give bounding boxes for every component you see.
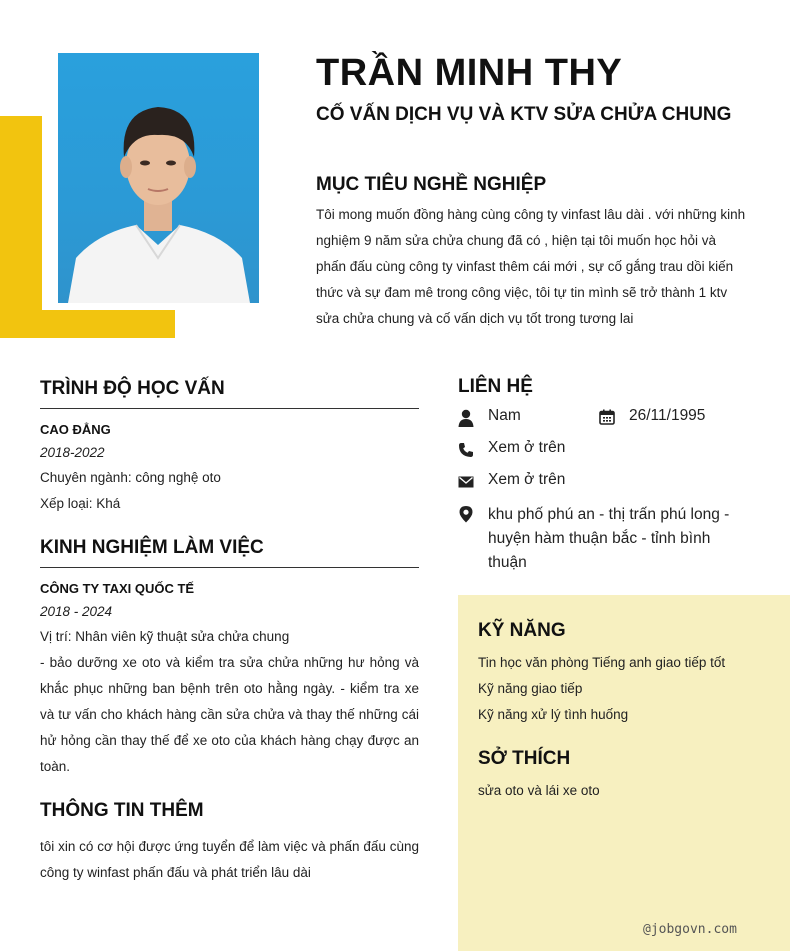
objective-heading: MỤC TIÊU NGHỀ NGHIỆP — [316, 174, 547, 195]
additional-text: tôi xin có cơ hội được ứng tuyển để làm việc và phấn đấu cùng công ty winfast phấn đấu và phát triển lâu dài — [40, 839, 419, 880]
skills-heading: KỸ NĂNG — [478, 620, 566, 641]
mail-icon — [458, 474, 474, 490]
contact-phone: Xem ở trên — [488, 439, 566, 456]
location-pin-icon — [457, 505, 473, 521]
contact-gender: Nam — [488, 407, 521, 424]
education-major: Chuyên ngành: công nghệ oto — [40, 470, 221, 485]
education-school: CAO ĐẲNG — [40, 422, 111, 437]
profile-photo — [58, 53, 259, 303]
objective-text: Tôi mong muốn đồng hàng cùng công ty vinfast lâu dài . với những kinh nghiệm 9 năm sửa chửa chung đã có , hiện tại tôi muốn học hỏi và phấn đấu cùng công ty vinfast thêm cái mới , sự cố gắng trau dồi kiến thức và sự đam mê trong công việc, tôi tự tin mình sẽ trở thành 1 ktv sửa chửa chung và cố vấn dịch vụ tốt trong tương lai — [316, 207, 746, 326]
hobbies-text: sửa oto và lái xe oto — [478, 783, 600, 798]
hobbies-heading: SỞ THÍCH — [478, 748, 571, 769]
education-years: 2018-2022 — [40, 445, 105, 460]
experience-company: CÔNG TY TAXI QUỐC TẾ — [40, 581, 195, 596]
contact-email: Xem ở trên — [488, 471, 566, 488]
decor-yellow-base — [0, 310, 175, 338]
contact-address: khu phố phú an - thị trấn phú long - huyện hàm thuận bắc - tỉnh bình thuận — [488, 506, 730, 571]
person-portrait-icon — [58, 53, 259, 303]
experience-heading: KINH NGHIỆM LÀM VIỆC — [40, 537, 264, 558]
phone-icon — [458, 442, 474, 458]
additional-heading: THÔNG TIN THÊM — [40, 800, 204, 821]
candidate-name: TRẦN MINH THY — [316, 52, 623, 94]
education-heading: TRÌNH ĐỘ HỌC VẤN — [40, 378, 225, 399]
calendar-icon — [599, 409, 615, 425]
experience-years: 2018 - 2024 — [40, 604, 113, 619]
experience-divider — [40, 567, 419, 568]
education-divider — [40, 408, 419, 409]
experience-description: - bảo dưỡng xe oto và kiểm tra sửa chửa những hư hỏng và khắc phục những ban bệnh trên oto hằng ngày. - kiểm tra xe và tư vấn cho khách hàng cần sửa chửa và thay thế những cái hử hỏng cần thay thế để xe oto của khách hàng chạy được an toàn. — [40, 655, 419, 774]
candidate-job-title: CỐ VẤN DỊCH VỤ VÀ KTV SỬA CHỬA CHUNG — [316, 104, 732, 125]
contact-birthday: 26/11/1995 — [629, 407, 706, 424]
skill-item: Kỹ năng xử lý tình huống — [478, 707, 629, 722]
watermark: @jobgovn.com — [643, 922, 737, 937]
skill-item: Tin học văn phòng Tiếng anh giao tiếp tốt — [478, 655, 726, 670]
skill-item: Kỹ năng giao tiếp — [478, 681, 583, 696]
education-grade: Xếp loại: Khá — [40, 496, 121, 511]
decor-yellow-bar — [0, 116, 42, 338]
person-icon — [458, 409, 474, 425]
skills-panel — [458, 595, 790, 951]
experience-position: Vị trí: Nhân viên kỹ thuật sửa chửa chung — [40, 629, 290, 644]
contact-heading: LIÊN HỆ — [458, 376, 533, 397]
